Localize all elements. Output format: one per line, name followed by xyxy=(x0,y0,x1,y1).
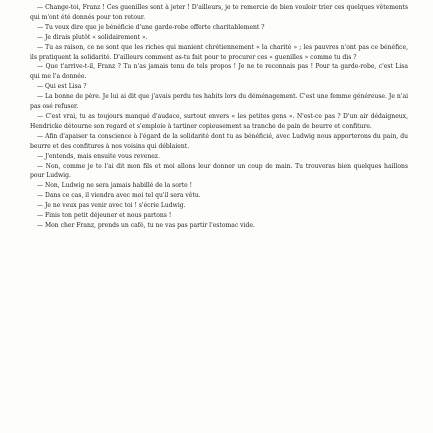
paragraph: — Change-toi, Franz ! Ces guenilles sont à jeter ! D'ailleurs, je te remercie de bien vouloir trier ces quelques vêtements qui m'ont été donnés pour ton retour. xyxy=(30,4,408,21)
paragraph: — Tu veux dire que je bénéficie d'une garde-robe offerte charitablement ? xyxy=(37,23,265,31)
paragraph: — Afin d'apaiser ta conscience à l'égard de la solidarité dont tu as bénéficié, avec Ludwig nous apporterons du pain, du beurre et des confitures à nos voisins qui déblaient. xyxy=(30,132,408,150)
paragraph: — Finis ton petit déjeuner et nous partons ! xyxy=(37,212,172,220)
paragraph: — Qui est Lisa ? xyxy=(37,83,87,91)
paragraph: — Je ne veux pas venir avec toi ! s'écrie Ludwig. xyxy=(37,202,186,210)
paragraph: — La bonne de père. Je lui ai dit que j'avais perdu tes habits lors du déménagement. C'est une femme généreuse. Je n'ai pas osé refuser. xyxy=(30,93,408,111)
paragraph: — C'est vrai, tu as toujours manqué d'audace, surtout envers « les petites gens ». N'est-ce pas ? D'un air dédaigneux, Hendricke détourne son regard et s'emploie à tartiner copieusement sa tranche de pain de beurre et confiture. xyxy=(30,112,408,130)
paragraph: — Dans ce cas, il viendra avec moi tel qu'il sera vêtu. xyxy=(37,192,201,200)
paragraph: — Je dirais plutôt « solidairement ». xyxy=(37,33,148,41)
paragraph: — J'entends, mais ensuite vous revenez. xyxy=(37,152,160,160)
paragraph: — Non, Ludwig ne sera jamais habillé de la sorte ! xyxy=(37,182,193,190)
body-text xyxy=(30,3,408,231)
paragraph: — Non, comme je te l'ai dit mon fils et moi allons leur donner un coup de main. Tu trouveras bien quelques haillons pour Ludwig. xyxy=(30,162,408,180)
paragraph: — Que t'arrive-t-il, Franz ? Tu n'as jamais tenu de tels propos ! Je ne te reconnais pas ! Pour ta garde-robe, c'est Lisa qui me l'a donnée. xyxy=(30,63,408,81)
paragraph: — Mon cher Franz, prends un café, tu ne vas pas partir l'estomac vide. xyxy=(37,221,255,229)
paragraph: — Tu as raison, ce ne sont que les riches qui manient chrétiennement « la charité » ; les pauvres n'ont pas ce bénéfice, ils pratiquent la solidarité. D'ailleurs comment as-tu fait pour te procurer ces « guenilles » comme tu dis ? xyxy=(30,43,408,61)
